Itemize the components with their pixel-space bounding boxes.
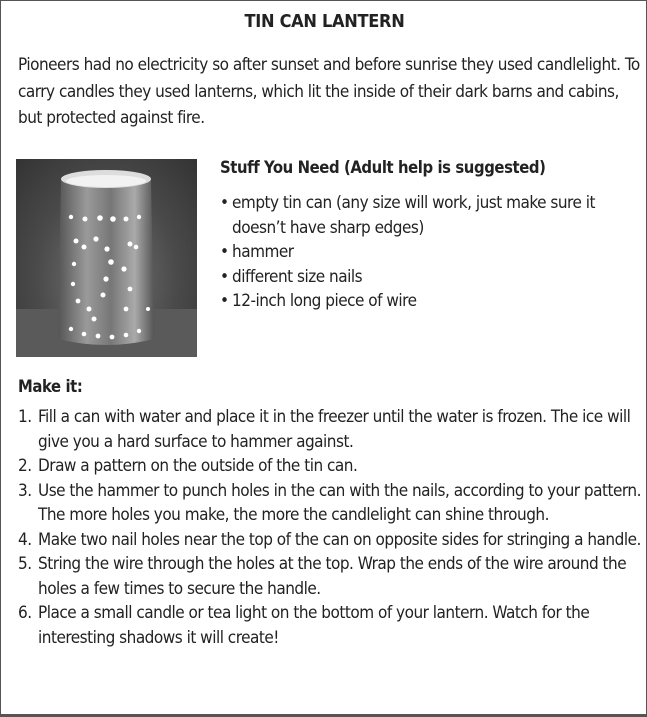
step-item — [18, 454, 644, 479]
supply-item: • empty tin can (any size will work, just make sure it doesn’t have sharp edges) — [220, 191, 640, 240]
stuff-heading: Stuff You Need (Adult help is suggested) — [220, 158, 546, 177]
step-item — [18, 528, 644, 553]
supply-item: • different size nails — [220, 265, 640, 290]
step-number: 3. — [18, 480, 32, 501]
step-text: Fill a can with water and place it in the freezer until the water is frozen. The ice will give you a hard surface to hammer against. — [38, 407, 631, 452]
page-title: TIN CAN LANTERN — [244, 11, 405, 32]
lantern-illustration — [16, 159, 197, 357]
step-item — [18, 552, 644, 601]
step-item — [18, 405, 644, 454]
step-number: 5. — [18, 554, 32, 574]
step-text: Use the hammer to punch holes in the can with the nails, according to your pattern. The more holes you make, the more the candlelight can shine through. — [38, 480, 641, 525]
supply-item: • 12-inch long piece of wire — [220, 289, 640, 314]
supply-item: • hammer — [220, 240, 640, 265]
step-number: 1. — [18, 407, 32, 427]
step-text: Draw a pattern on the outside of the tin can. — [38, 456, 358, 476]
step-item — [18, 601, 644, 650]
make-heading: Make it: — [18, 377, 83, 396]
step-text: Place a small candle or tea light on the bottom of your lantern. Watch for the interesting shadows it will create! — [38, 603, 590, 648]
step-number: 4. — [18, 529, 32, 550]
intro-paragraph: Pioneers had no electricity so after sunset and before sunrise they used candlelight. To carry candles they used lanterns, which lit the inside of their dark barns and cabins, but protected against fire. — [18, 55, 640, 128]
step-item — [18, 479, 644, 528]
step-number: 6. — [18, 603, 32, 623]
step-number: 2. — [18, 456, 32, 476]
steps-list — [18, 405, 644, 650]
supplies-list — [220, 191, 640, 314]
step-text: String the wire through the holes at the top. Wrap the ends of the wire around the holes a few times to secure the handle. — [38, 554, 627, 599]
step-text: Make two nail holes near the top of the can on opposite sides for stringing a handle. — [38, 529, 641, 550]
lantern-photo — [16, 159, 197, 357]
